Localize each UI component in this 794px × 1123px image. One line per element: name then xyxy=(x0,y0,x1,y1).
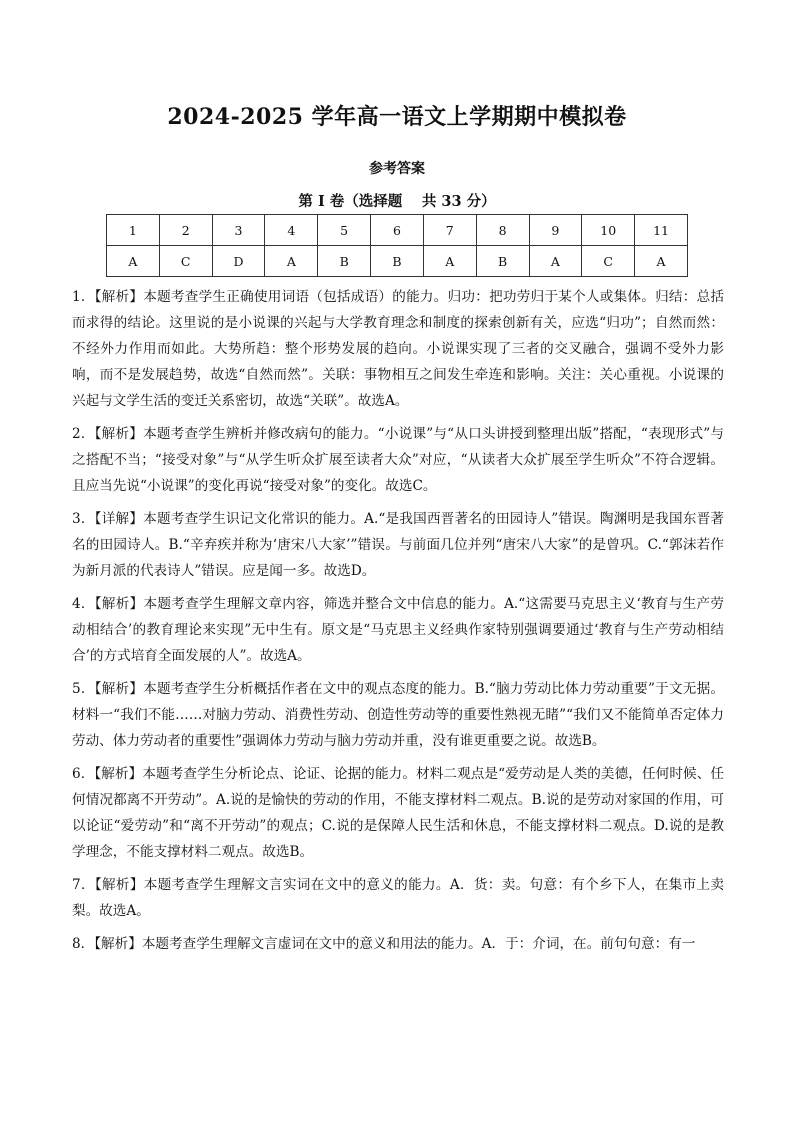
explanation-item xyxy=(72,761,724,865)
question-number: 11 xyxy=(635,215,688,246)
section-heading: 第 I 卷（选择题 共 33 分） xyxy=(298,193,496,210)
explanation-number: 2． xyxy=(72,426,95,442)
explanation-text: 本题考查学生正确使用词语（包括成语）的能力。归功：把功劳归于某个人或集体。归结：总括而求得的结论。这里说的是小说课的兴起与大学教育理念和制度的探索创新有关，应选“归功”；自然而然：不经外力作用而如此。大势所趋：整个形势发展的趋向。小说课实现了三者的交叉融合，强调不受外力影响，而不是发展趋势，故选“自然而然”。关联：事物相互之间发生牵连和影响。关注：关心重视。小说课的兴起与文学生活的变迁关系密切，故选“关联”。故选A。 xyxy=(72,289,725,409)
explanation-text: 本题考查学生理解文言实词在文中的意义的能力。A．货：卖。句意：有个乡下人，在集市上卖梨。故选A。 xyxy=(72,877,724,919)
explanation-number: 8． xyxy=(72,936,95,952)
answer-cell: C xyxy=(582,246,635,277)
question-number-row xyxy=(107,215,688,246)
explanation-number: 1． xyxy=(72,289,95,305)
explanation-tag: 【解析】 xyxy=(94,596,144,612)
answer-cell: A xyxy=(423,246,476,277)
explanation-item xyxy=(72,676,724,754)
explanation-item xyxy=(72,284,724,414)
explanation-tag: 【解析】 xyxy=(94,766,143,782)
question-number: 9 xyxy=(529,215,582,246)
answer-cell: C xyxy=(159,246,212,277)
answer-table xyxy=(106,214,688,277)
explanation-text: 本题考查学生识记文化常识的能力。A.“是我国西晋著名的田园诗人”错误。陶渊明是我国东晋著名的田园诗人。B.“辛弃疾并称为‘唐宋八大家’”错误。与前面几位并列“唐宋八大家”的是曾巩。C.“郭沫若作为新月派的代表诗人”错误。应是闻一多。故选D。 xyxy=(72,511,724,579)
question-number: 7 xyxy=(423,215,476,246)
explanation-text: 本题考查学生分析论点、论证、论据的能力。材料二观点是“爱劳动是人类的美德，任何时候、任何情况都离不开劳动”。A.说的是愉快的劳动的作用，不能支撑材料二观点。B.说的是劳动对家国的作用，可以论证“爱劳动”和“离不开劳动”的观点；C.说的是保障人民生活和休息，不能支撑材料二观点。D.说的是教学理念，不能支撑材料二观点。故选B。 xyxy=(72,766,724,860)
explanation-text: 本题考查学生理解文章内容，筛选并整合文中信息的能力。A.“这需要马克思主义‘教育与生产劳动相结合’的教育理论来实现”无中生有。原文是“马克思主义经典作家特别强调要通过‘教育与生产劳动相结合’的方式培育全面发展的人”。故选A。 xyxy=(72,596,724,664)
explanation-text: 本题考查学生理解文言虚词在文中的意义和用法的能力。A．于：介词，在。前句句意：有一 xyxy=(141,936,696,952)
page-title: 2024-2025 学年高一语文上学期期中模拟卷 xyxy=(167,104,627,130)
answer-key-heading: 参考答案 xyxy=(369,161,425,177)
answer-cell: A xyxy=(635,246,688,277)
answer-cell: A xyxy=(265,246,318,277)
explanation-number: 4． xyxy=(72,596,95,612)
answer-row xyxy=(107,246,688,277)
question-number: 2 xyxy=(159,215,212,246)
answer-cell: D xyxy=(212,246,265,277)
question-number: 10 xyxy=(582,215,635,246)
explanation-text: 本题考查学生辨析并修改病句的能力。“小说课”与“从口头讲授到整理出版”搭配，“表现形式”与之搭配不当；“接受对象”与“从学生听众扩展至读者大众”对应，“从读者大众扩展至学生听众”不符合逻辑。且应当先说“小说课”的变化再说“接受对象”的变化。故选C。 xyxy=(72,426,724,494)
answer-cell: A xyxy=(529,246,582,277)
explanation-tag: 【解析】 xyxy=(94,936,142,952)
explanation-tag: 【详解】 xyxy=(94,511,144,527)
explanation-item xyxy=(72,591,724,669)
question-number: 3 xyxy=(212,215,265,246)
explanation-tag: 【解析】 xyxy=(94,877,144,893)
explanation-tag: 【解析】 xyxy=(94,289,144,305)
explanation-item xyxy=(72,872,724,924)
explanation-number: 7． xyxy=(72,877,95,893)
explanation-text: 本题考查学生分析概括作者在文中的观点态度的能力。B.“脑力劳动比体力劳动重要”于文无据。材料一“我们不能……对脑力劳动、消费性劳动、创造性劳动等的重要性熟视无睹”“我们又不能简单否定体力劳动、体力劳动者的重要性”强调体力劳动与脑力劳动并重，没有谁更重要之说。故选B。 xyxy=(72,681,724,749)
explanation-tag: 【解析】 xyxy=(94,681,144,697)
explanation-number: 6． xyxy=(72,766,95,782)
explanation-number: 3． xyxy=(72,511,95,527)
explanations xyxy=(72,284,724,964)
explanation-number: 5． xyxy=(72,681,95,697)
question-number: 4 xyxy=(265,215,318,246)
explanation-tag: 【解析】 xyxy=(94,426,144,442)
question-number: 5 xyxy=(318,215,371,246)
explanation-item xyxy=(72,931,724,957)
question-number: 6 xyxy=(371,215,424,246)
question-number: 8 xyxy=(476,215,529,246)
answer-cell: A xyxy=(107,246,160,277)
question-number: 1 xyxy=(107,215,160,246)
answer-cell: B xyxy=(318,246,371,277)
answer-cell: B xyxy=(476,246,529,277)
explanation-item xyxy=(72,421,724,499)
explanation-item xyxy=(72,506,724,584)
answer-cell: B xyxy=(371,246,424,277)
